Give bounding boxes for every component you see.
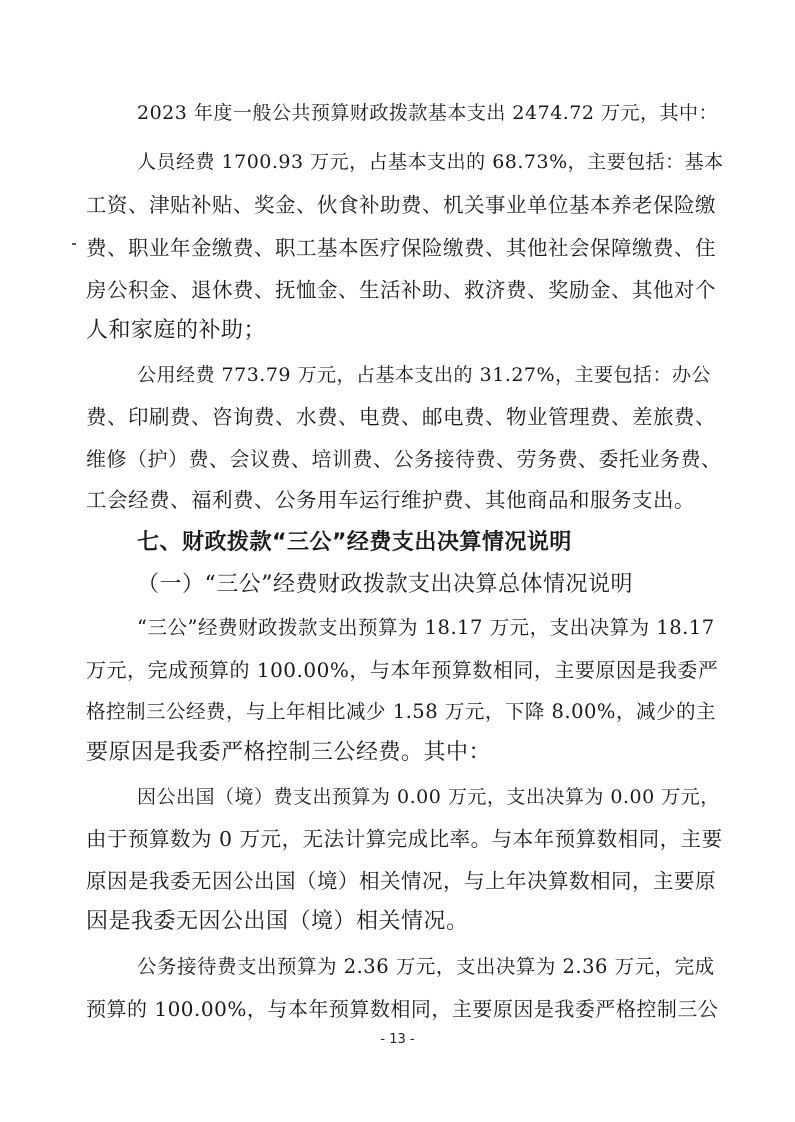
body-line-2: 人员经费 1700.93 万元，占基本支出的 68.73%，主要包括：基本 <box>137 151 724 173</box>
body-line-19: 公务接待费支出预算为 2.36 万元，支出决算为 2.36 万元，完成 <box>137 955 715 978</box>
body-line-8: 费、印刷费、咨询费、水费、电费、邮电费、物业管理费、差旅费、 <box>86 405 716 429</box>
body-line-6: 人和家庭的补助； <box>86 318 267 343</box>
body-line-14: 要原因是我委严格控制三公经费。其中： <box>86 740 492 765</box>
body-line-16: 由于预算数为 0 万元，无法计算完成比率。与本年预算数相同，主要 <box>86 827 723 851</box>
body-line-10: 工会经费、福利费、公务用车运行维护费、其他商品和服务支出。 <box>86 488 695 512</box>
body-line-18: 因是我委无因公出国（境）相关情况。 <box>86 909 469 934</box>
section-heading-7: 七、财政拨款“三公”经费支出决算情况说明 <box>137 530 572 555</box>
body-line-3: 工资、津贴补贴、奖金、伙食补助费、机关事业单位基本养老保险缴 <box>86 193 716 217</box>
body-line-5: 房公积金、退休费、抚恤金、生活补助、救济费、奖励金、其他对个 <box>86 278 716 302</box>
body-line-7: 公用经费 773.79 万元，占基本支出的 31.27%，主要包括：办公 <box>137 364 712 386</box>
body-line-17: 原因是我委无因公出国（境）相关情况，与上年决算数相同，主要原 <box>86 869 716 893</box>
body-line-12: 万元，完成预算的 100.00%，与本年预算数相同，主要原因是我委严 <box>86 658 719 682</box>
body-line-11: “三公”经费财政拨款支出预算为 18.17 万元，支出决算为 18.17 <box>137 616 715 639</box>
body-line-9: 维修（护）费、会议费、培训费、公务接待费、劳务费、委托业务费、 <box>86 447 722 471</box>
scan-mark <box>72 243 76 245</box>
subsection-heading-1: （一）“三公”经费财政拨款支出决算总体情况说明 <box>137 572 633 597</box>
page-number: - 13 - <box>380 1032 415 1047</box>
body-line-13: 格控制三公经费，与上年相比减少 1.58 万元，下降 8.00%，减少的主 <box>86 700 716 723</box>
body-line-4: 费、职业年金缴费、职工基本医疗保险缴费、其他社会保障缴费、住 <box>86 236 716 260</box>
body-line-20: 预算的 100.00%，与本年预算数相同，主要原因是我委严格控制三公 <box>86 997 719 1021</box>
body-line-15: 因公出国（境）费支出预算为 0.00 万元，支出决算为 0.00 万元， <box>137 786 720 808</box>
body-line-1: 2023 年度一般公共预算财政拨款基本支出 2474.72 万元，其中： <box>137 102 719 124</box>
